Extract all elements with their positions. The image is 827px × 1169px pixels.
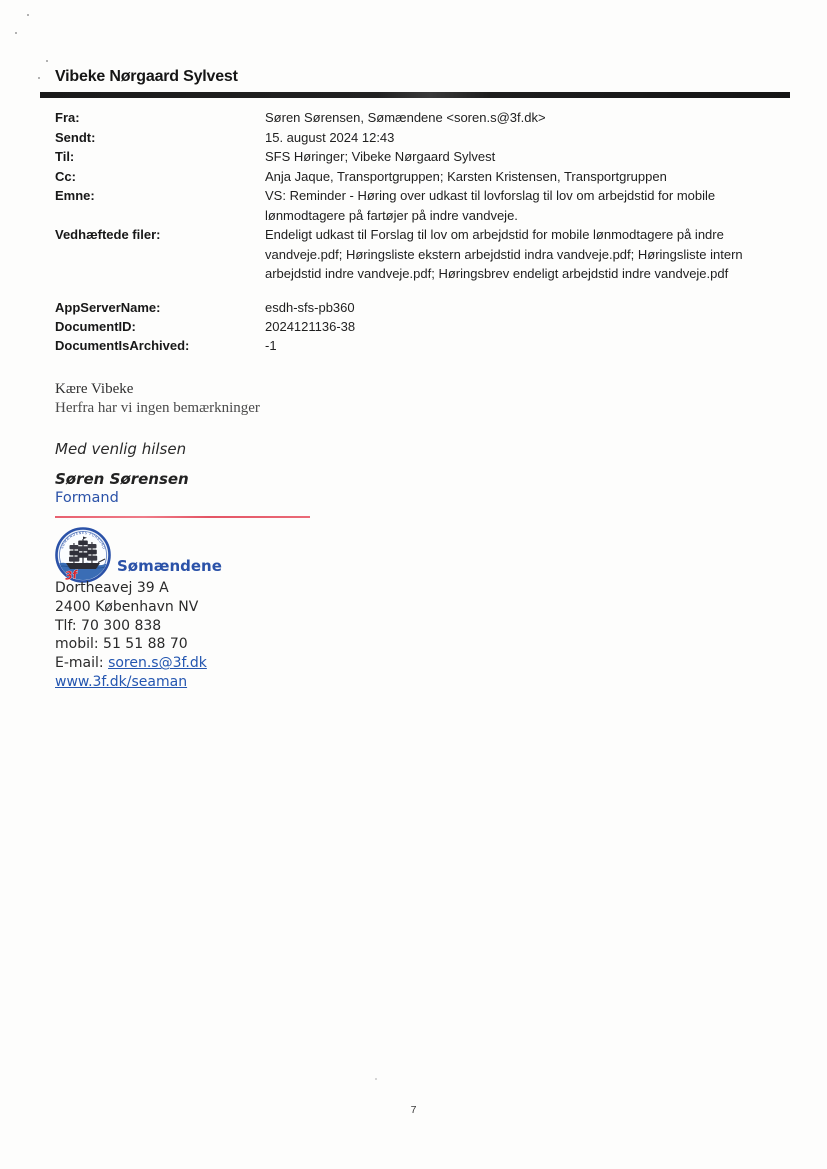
field-label: Vedhæftede filer: (55, 227, 161, 242)
meta-row-documentid (55, 317, 770, 336)
field-label: AppServerName: (55, 300, 161, 315)
address-line-city: 2400 København NV (55, 598, 199, 615)
scan-speck (46, 60, 48, 62)
field-value: 2024121136-38 (265, 319, 356, 334)
email-label: E-mail: (55, 655, 109, 672)
somaendene-ship-logo-icon (53, 526, 113, 586)
message-body (55, 380, 260, 418)
field-label: Fra: (55, 110, 80, 125)
scan-speck (15, 32, 17, 34)
email-header-fields (55, 108, 770, 284)
website-line (55, 673, 207, 692)
field-value: SFS Høringer; Vibeke Nørgaard Sylvest (265, 149, 496, 164)
field-label: Sendt: (55, 129, 96, 145)
field-value: Anja Jaque, Transportgruppen; Karsten Kristensen, Transportgruppen (265, 168, 667, 184)
scan-speck (27, 14, 29, 16)
email-line (55, 654, 207, 673)
signature-name: Søren Sørensen (55, 470, 189, 488)
email-header-row-attachments (55, 225, 770, 284)
message-text: Herfra har vi ingen bemærkninger (55, 400, 260, 416)
field-label: Til: (55, 149, 75, 164)
email-header-row-sendt (55, 128, 770, 148)
svg-text:3f: 3f (64, 568, 79, 583)
field-value: 15. august 2024 12:43 (265, 129, 395, 145)
field-label: Emne: (55, 188, 95, 203)
title-divider (40, 92, 790, 98)
greeting-text: Kære Vibeke (55, 381, 134, 397)
field-value: -1 (265, 338, 277, 353)
meta-row-appservername (55, 298, 770, 317)
address-line-street: Dortheavej 39 A (55, 580, 169, 596)
website-link[interactable]: www.3f.dk/seaman (55, 673, 188, 690)
document-meta-fields (55, 298, 770, 355)
email-header-row-cc (55, 167, 770, 187)
field-value: Søren Sørensen, Sømændene <soren.s@3f.dk> (265, 110, 546, 125)
field-value: esdh-sfs-pb360 (265, 300, 355, 315)
signature-divider (55, 516, 310, 518)
field-label: DocumentID: (55, 319, 136, 334)
email-header-row-til (55, 147, 770, 167)
closing-text: Med venlig hilsen (55, 440, 187, 458)
meta-row-documentisarchived (55, 336, 770, 355)
attachment-list: Endeligt udkast til Forslag til lov om arbejdstid for mobile lønmodtagere på indre vandveje.pdf; Høringsliste ekstern arbejdstid indra vandveje.pdf; Høringsliste intern arbejdstid indre vandveje.pdf; Høringsbrev endeligt arbejdstid indre vandveje.pdf (265, 227, 743, 281)
email-header-row-fra (55, 108, 770, 128)
mobile-line: mobil: 51 51 88 70 (55, 636, 188, 653)
field-label: Cc: (55, 168, 76, 184)
svg-text:SØMÆNDENES FORBUND: SØMÆNDENES FORBUND (59, 530, 107, 550)
email-header-row-emne (55, 186, 770, 225)
signature-title: Formand (55, 490, 119, 506)
scan-speck (375, 1078, 377, 1080)
phone-line: Tlf: 70 300 838 (55, 617, 162, 634)
email-link[interactable]: soren.s@3f.dk (108, 655, 207, 672)
page-title: Vibeke Nørgaard Sylvest (55, 68, 238, 85)
field-value: VS: Reminder - Høring over udkast til lovforslag til lov om arbejdstid for mobile lønmodtagere på fartøjer på indre vandveje. (265, 188, 716, 223)
page-number: 7 (410, 1104, 417, 1116)
field-label: DocumentIsArchived: (55, 338, 190, 353)
org-name: Sømændene (117, 557, 222, 575)
scan-speck (38, 77, 40, 79)
signature-address-block (55, 579, 207, 692)
